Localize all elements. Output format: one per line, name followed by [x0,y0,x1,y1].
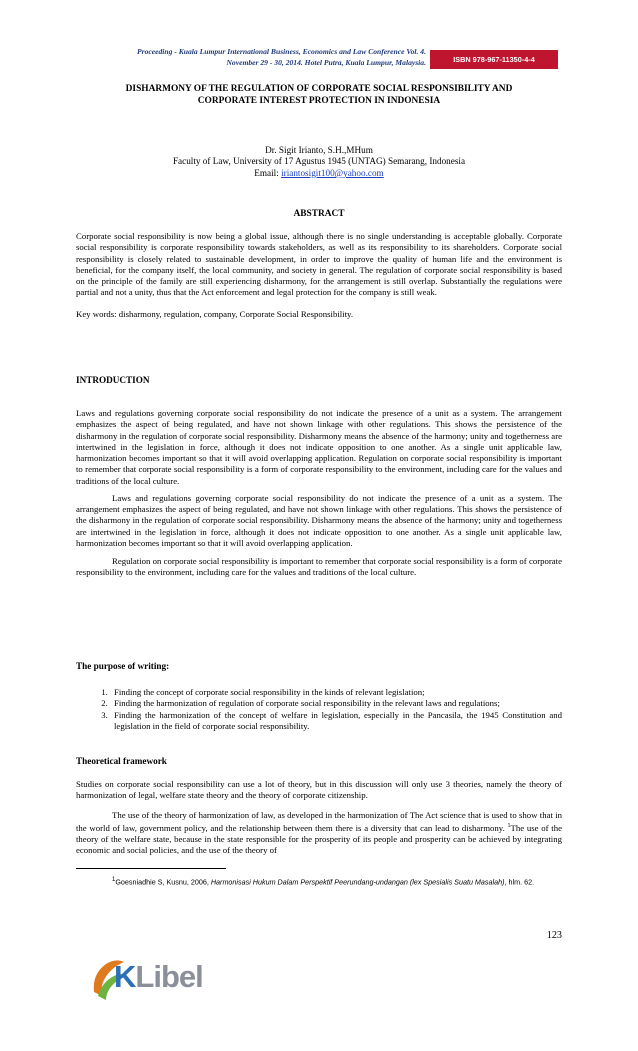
proceeding-line-1: Proceeding - Kuala Lumpur International Business, Economics and Law Conference Vol. 4. [136,47,426,56]
framework-section [76,779,562,856]
framework-p2-text-a: The use of the theory of harmonization of law, as developed in the harmonization of The Act science that is used to show that in the world of law, government policy, and the relationship between them there is a diversity that can lead to disharmony. [76,809,562,833]
footnote-divider [76,868,226,869]
title-line-1: DISHARMONY OF THE REGULATION OF CORPORATE SOCIAL RESPONSIBILITY AND [125,84,513,94]
introduction-section [76,408,562,579]
email-link[interactable]: iriantosigit100@yahoo.com [281,167,384,178]
footnote-text-a: Goesniadhie S, Kusnu, 2006, [115,877,211,887]
footnote-text-b: , hlm. 62. [504,877,535,887]
purpose-item: 1. Finding the concept of corporate social responsibility in the kinds of relevant legislation; [110,687,562,698]
email-label: Email: [254,167,282,178]
abstract-text: Corporate social responsibility is now being a global issue, although there is no single understanding is acceptable globally. Corporate social responsibility is corporate responsibility towards stakeholders, as well as its responsibility to its shareholders. Corporate social responsibility is closely related to sustainable development, in order to improve the quality of human life and the environment is beneficial, for the company itself, the local community, and society in general. The regulation of corporate social responsibility is based on the principle of the family are still experiencing disharmony, for the arrangement is still overlap. Substantially the regulations were partial and not a unity, thus that the Act enforcement and legal protection for the company is still weak. [76,231,562,298]
page-number: 123 [546,930,562,941]
abstract-section [76,231,562,320]
keywords: Key words: disharmony, regulation, company, Corporate Social Responsibility. [76,308,354,319]
logo-letters: Libel [135,959,203,994]
framework-p2-text-b: The use of the theory of the welfare state, because in the state responsible for the prosperity of its people and prosperity can be achieved by integrating economic and social policies, and the use of the theory of [76,822,562,856]
intro-paragraph-1: Laws and regulations governing corporate social responsibility do not indicate the presence of a unit as a system. The arrangement emphasizes the aspect of being regulated, and have not shown linkage with other regulations. This shows the persistence of the disharmony in the regulation of corporate social responsibility. Disharmony means the absence of the harmony; unity and togetherness are intertwined in the legislation in force, although it does not indicate opposition to one another. As a single unit applicable law, harmonization becomes important so that it will avoid overlapping application. Regulation on corporate social responsibility is important to remember that corporate social responsibility is a form of corporate responsibility to the environment, including care for the values and traditions of the local culture. [76,408,562,486]
purpose-item: 3. Finding the harmonization of the concept of welfare in legislation, especially in the Pancasila, the 1945 Constitution and legislation in the field of corporate social responsibility. [110,710,562,733]
paper-title [76,83,562,107]
logo-wordmark [114,960,203,994]
purpose-list-container [76,687,562,732]
introduction-heading: INTRODUCTION [76,375,150,385]
intro-paragraph-3: Regulation on corporate social responsibility is important to remember that corporate social responsibility is a form of corporate responsibility to the environment, including care for the values and traditions of the local culture. [76,556,562,578]
footnote-marker: 1 [112,877,116,883]
author-block [76,145,562,179]
proceeding-line-2: November 29 - 30, 2014. Hotel Putra, Kuala Lumpur, Malaysia. [226,58,426,67]
author-name: Dr. Sigit Irianto, S.H.,MHum [265,145,373,155]
purpose-list [76,687,562,732]
framework-paragraph-2 [76,810,562,857]
title-line-2: CORPORATE INTEREST PROTECTION IN INDONESIA [197,96,441,106]
proceeding-info [76,46,426,68]
klibel-logo [88,952,203,1004]
abstract-heading: ABSTRACT [293,209,345,219]
footnote-reference[interactable]: 1 [507,822,511,829]
page-header [76,46,566,72]
purpose-item: 2. Finding the harmonization of regulation of corporate social responsibility in the relevant laws and regulations; [110,698,562,709]
footnote-book-title: Harmonisasi Hukum Dalam Perspektif Peerundang-undangan (lex Spesialis Suatu Masalah) [210,877,505,887]
framework-heading: Theoretical framework [76,756,167,766]
isbn-badge: ISBN 978-967-11350-4-4 [430,50,558,69]
intro-paragraph-2: Laws and regulations governing corporate social responsibility do not indicate the presence of a unit as a system. The arrangement emphasizes the aspect of being regulated, and have not shown linkage with other regulations. This shows the persistence of the disharmony in the regulation of corporate social responsibility. Disharmony means the absence of the harmony; unity and togetherness are intertwined in the legislation in force, although it does not indicate opposition to one another. As a single unit applicable law, harmonization becomes important so that it will avoid overlapping application. [76,492,562,548]
purpose-heading: The purpose of writing: [76,661,170,671]
author-affiliation: Faculty of Law, University of 17 Agustus 1945 (UNTAG) Semarang, Indonesia [172,156,466,167]
framework-paragraph-1: Studies on corporate social responsibility can use a lot of theory, but in this discussion will only use 3 theories, namely the theory of harmonization of legal, welfare state theory and the theory of corporate citizenship. [76,779,562,801]
author-email [76,168,562,179]
footnote [76,874,562,888]
logo-letter-k: K [114,959,136,994]
